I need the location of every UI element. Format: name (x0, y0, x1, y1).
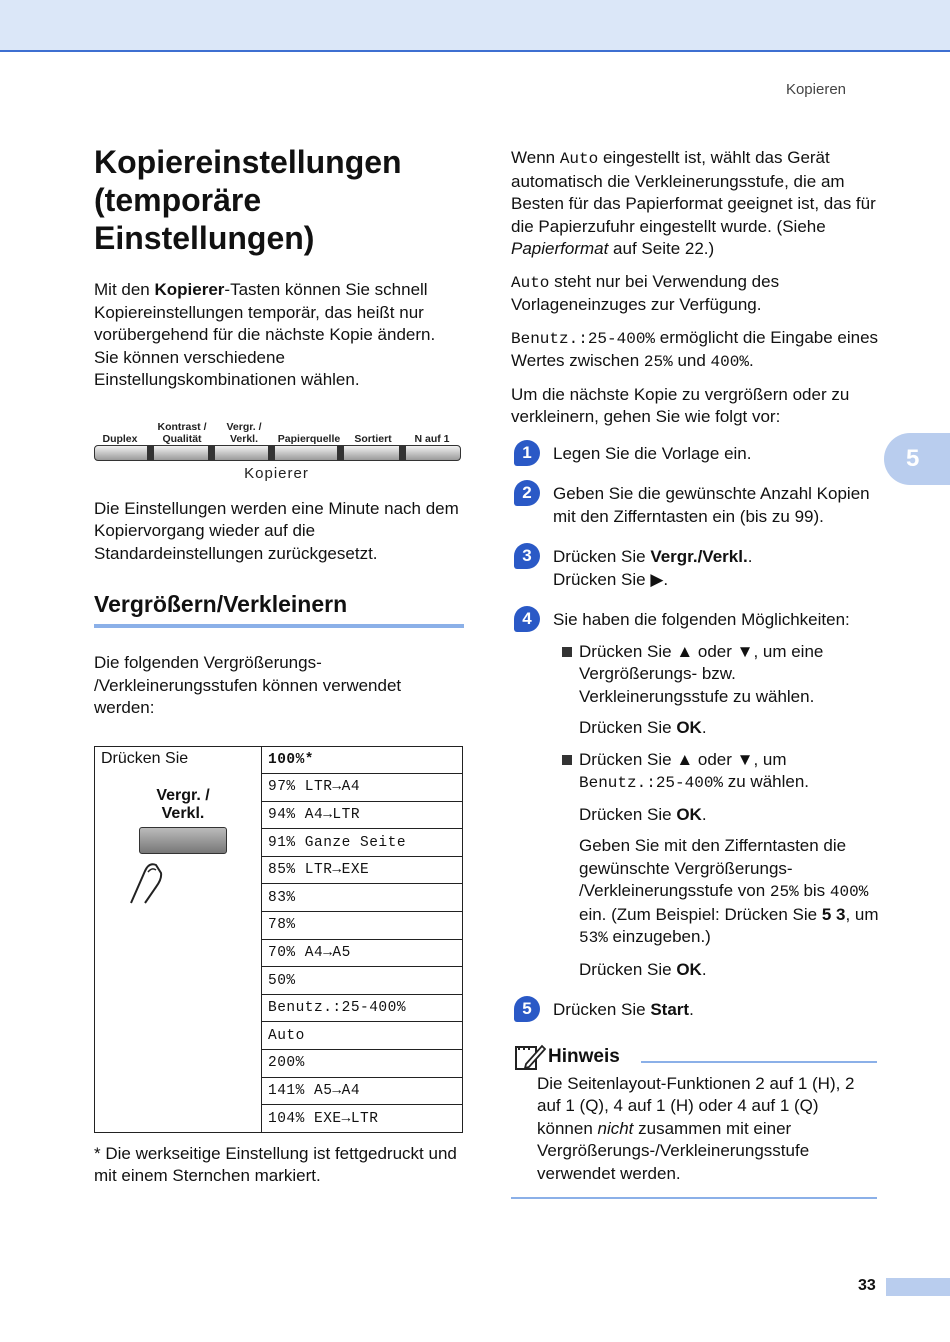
note-box (511, 1042, 877, 1200)
note-body: Die Seitenlayout-Funktionen 2 auf 1 (H), 2 auf 1 (Q), 4 auf 1 (H) oder 4 auf 1 (Q) können nicht zusammen mit einer Vergrößerungs-/Verkleinerungsstufe verwendet werden. (537, 1073, 855, 1183)
zoom-option: 91% Ganze Seite (262, 829, 463, 857)
step-number: 5 (514, 996, 540, 1022)
right-column (511, 147, 881, 1199)
zoom-option: 50% (262, 967, 463, 995)
copier-key-panel (94, 412, 464, 484)
note-pencil-icon (514, 1042, 546, 1072)
step-2: 2 Geben Sie die gewünschte Anzahl Kopien mit den Zifferntasten ein (bis zu 99). (511, 483, 881, 528)
bullet-square-icon (562, 755, 572, 765)
zoom-option: 94% A4→LTR (262, 801, 463, 829)
step-4: 4 Sie haben die folgenden Möglichkeiten: Drücken Sie ▲ oder ▼, um eine Vergrößerungs- bzw. Verkleinerungsstufe zu wählen. Drücken Sie OK. Drücken Sie ▲ oder ▼, um Benutz.:25-400% zu wählen. Drücken Sie OK. Geben Sie mit den Zifferntasten die gewünschte Vergrößerungs- /Verkleinerungsstufe von 25% bis 400% ein. (Zum Beispiel: Drücken Sie 5 3, um 53% einzugeben.) Drücken Sie OK. (511, 609, 881, 981)
zoom-option: 141% A5→A4 (262, 1077, 463, 1105)
note-rule (641, 1061, 877, 1063)
panel-label-sort: Sortiert (354, 432, 392, 445)
panel-label-enlarge: Vergr. / Verkl. (226, 420, 262, 445)
option-bullet: Drücken Sie ▲ oder ▼, um eine Vergrößerungs- bzw. Verkleinerungsstufe zu wählen. (553, 641, 881, 709)
header-band (0, 0, 950, 52)
step-list (511, 443, 881, 1022)
auto-adf-note: Auto steht nur bei Verwendung des Vorlageneinzuges zur Verfügung. (511, 271, 780, 314)
panel-label-paper-source: Papierquelle (277, 432, 341, 445)
zoom-table (94, 746, 463, 1133)
panel-label-duplex: Duplex (102, 432, 138, 445)
zoom-option: 100%* (262, 746, 463, 774)
panel-name: Kopierer (244, 464, 309, 482)
zoom-option: 78% (262, 912, 463, 940)
step-number: 3 (514, 543, 540, 569)
pointing-finger-icon (125, 843, 175, 905)
left-column (94, 143, 464, 1188)
reset-note: Die Einstellungen werden eine Minute nach dem Kopiervorgang wieder auf die Standardeinstellungen zurückgesetzt. (94, 498, 459, 563)
section-intro: Die folgenden Vergrößerungs- /Verkleinerungsstufen können verwendet werden: (94, 653, 402, 717)
zoom-option: 104% EXE→LTR (262, 1105, 463, 1133)
zoom-table-key-cell (95, 746, 262, 1132)
page-title: Kopiereinstellungen (temporäre Einstellungen) (94, 144, 402, 256)
bullet-square-icon (562, 647, 572, 657)
step-number: 2 (514, 480, 540, 506)
panel-label-contrast: Kontrast / Qualität (157, 420, 207, 445)
zoom-option: 83% (262, 884, 463, 912)
zoom-option: 85% LTR→EXE (262, 856, 463, 884)
running-head: Kopieren (785, 81, 846, 98)
custom-range-note: Benutz.:25-400% ermöglicht die Eingabe eines Wertes zwischen 25% und 400%. (511, 327, 879, 371)
option-bullet: Drücken Sie ▲ oder ▼, um Benutz.:25-400% zu wählen. (553, 749, 881, 795)
zoom-option: Auto (262, 1022, 463, 1050)
intro-paragraph: Mit den Kopierer-Tasten können Sie schnell Kopiereinstellungen temporär, das heißt nur vorübergehend für die nächste Kopie ändern. Sie können verschiedene Einstellungskombinationen wählen. (94, 280, 436, 389)
step-1: 1 Legen Sie die Vorlage ein. (511, 443, 881, 466)
procedure-intro: Um die nächste Kopie zu vergrößern oder zu verkleinern, gehen Sie wie folgt vor: (511, 384, 850, 426)
enlarge-button-label: Vergr. / Verkl. (156, 786, 210, 822)
zoom-option: 200% (262, 1050, 463, 1078)
page-number: 33 (858, 1277, 876, 1294)
section-title: Vergrößern/Verkleinern (94, 591, 464, 628)
auto-description: Wenn Auto eingestellt ist, wählt das Gerät automatisch die Verkleinerungsstufe, die am Besten für das Papierformat geeignet ist, das für die Papierzufuhr eingestellt wurde. (Siehe Papierformat auf Seite 22.) (511, 148, 876, 258)
chapter-tab: 5 (884, 433, 950, 485)
press-label: Drücken Sie (101, 749, 189, 767)
panel-label-n-in-1: N auf 1 (414, 432, 450, 445)
page-number-bar (886, 1278, 950, 1296)
step-number: 1 (514, 440, 540, 466)
zoom-option: Benutz.:25-400% (262, 994, 463, 1022)
step-3: 3 Drücken Sie Vergr./Verkl.. Drücken Sie ▶. (511, 546, 881, 591)
footnote: * Die werkseitige Einstellung ist fettgedruckt und mit einem Sternchen markiert. (94, 1143, 457, 1186)
zoom-option: 70% A4→A5 (262, 939, 463, 967)
step-number: 4 (514, 606, 540, 632)
zoom-option: 97% LTR→A4 (262, 774, 463, 802)
step-5: 5 Drücken Sie Start. (511, 999, 881, 1022)
note-title: Hinweis (548, 1045, 620, 1067)
